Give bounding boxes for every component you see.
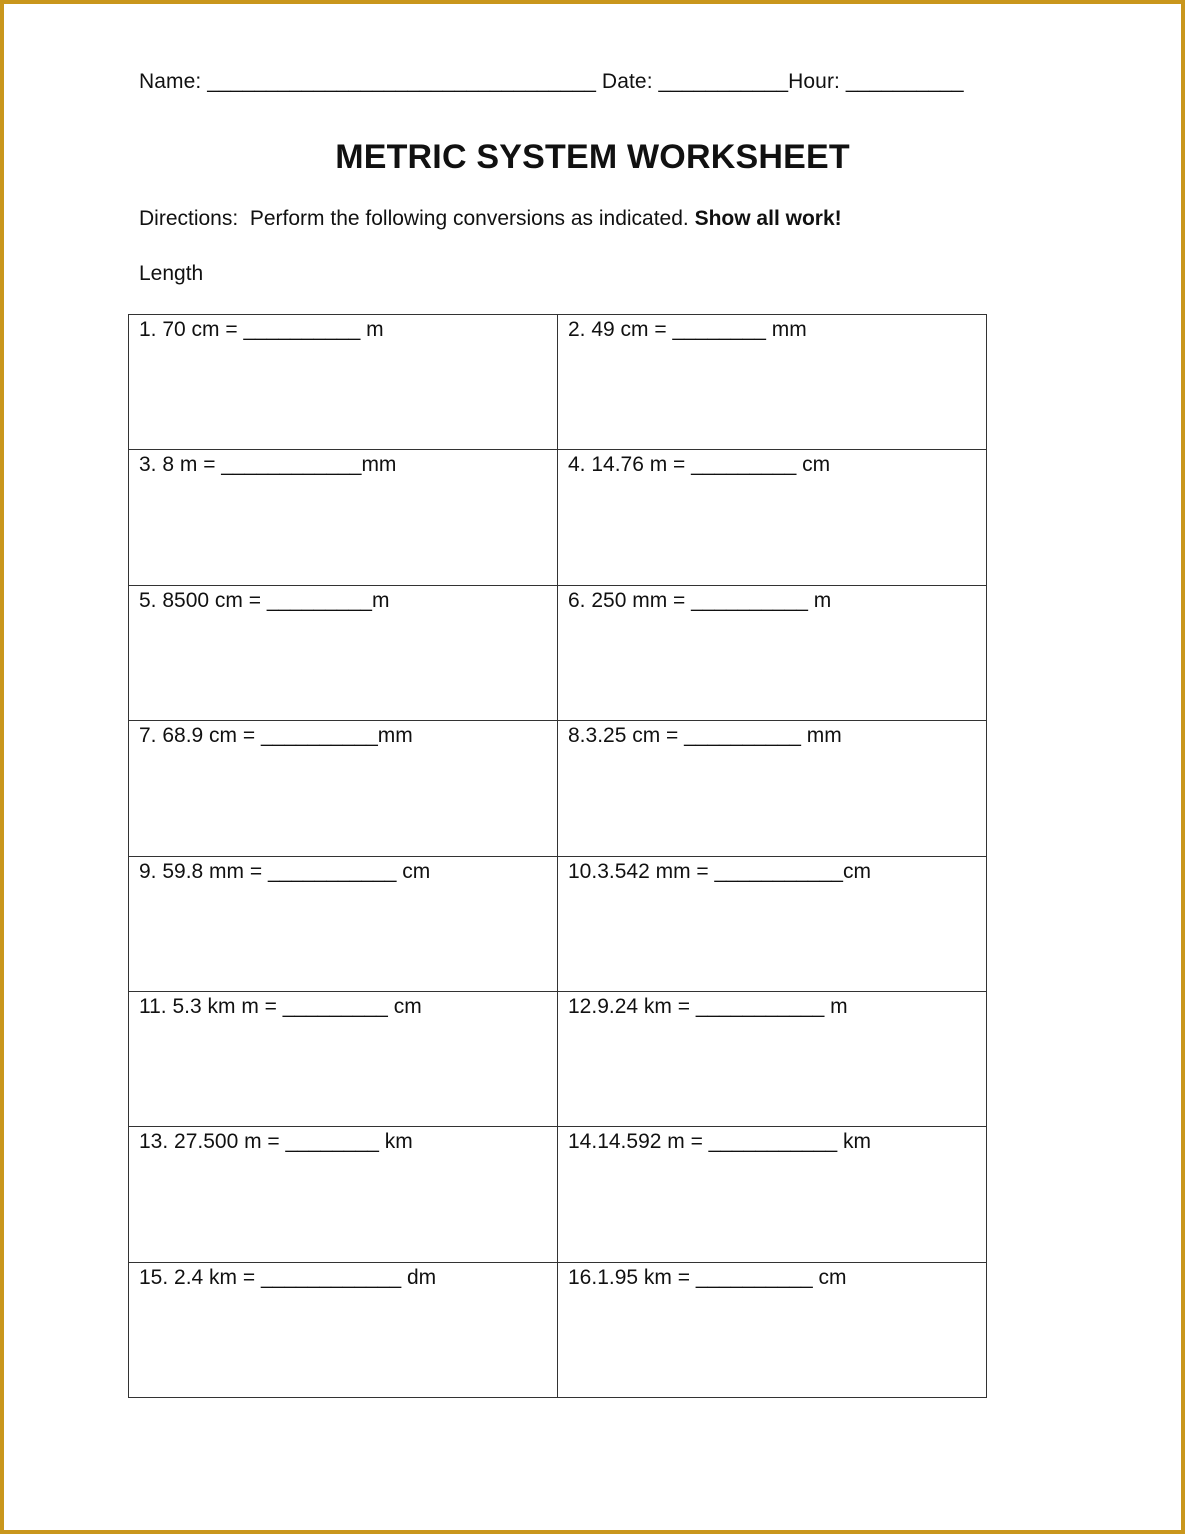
problem-table [128, 314, 987, 1398]
problem-cell[interactable]: 7. 68.9 cm = __________mm [129, 721, 558, 856]
page-title: METRIC SYSTEM WORKSHEET [335, 138, 850, 176]
problem-cell[interactable]: 9. 59.8 mm = ___________ cm [129, 857, 558, 992]
problem-cell[interactable]: 8.3.25 cm = __________ mm [558, 721, 987, 856]
problem-cell[interactable]: 14.14.592 m = ___________ km [558, 1127, 987, 1262]
section-heading-length: Length [139, 262, 204, 285]
problem-cell[interactable]: 11. 5.3 km m = _________ cm [129, 992, 558, 1127]
problem-cell[interactable]: 16.1.95 km = __________ cm [558, 1263, 987, 1398]
directions [139, 207, 842, 231]
directions-text: Directions: Perform the following conversions as indicated. [139, 207, 695, 230]
directions-emphasis: Show all work! [694, 207, 842, 230]
problem-cell[interactable]: 4. 14.76 m = _________ cm [558, 450, 987, 585]
problem-cell[interactable]: 1. 70 cm = __________ m [129, 315, 558, 450]
problem-cell[interactable]: 10.3.542 mm = ___________cm [558, 857, 987, 992]
problem-cell[interactable]: 5. 8500 cm = _________m [129, 586, 558, 721]
problem-cell[interactable]: 2. 49 cm = ________ mm [558, 315, 987, 450]
problem-cell[interactable]: 13. 27.500 m = ________ km [129, 1127, 558, 1262]
name-date-hour-line: Name: _________________________________ Date: ___________Hour: __________ [139, 70, 964, 93]
problem-cell[interactable]: 15. 2.4 km = ____________ dm [129, 1263, 558, 1398]
problem-cell[interactable]: 3. 8 m = ____________mm [129, 450, 558, 585]
problem-cell[interactable]: 6. 250 mm = __________ m [558, 586, 987, 721]
problem-cell[interactable]: 12.9.24 km = ___________ m [558, 992, 987, 1127]
